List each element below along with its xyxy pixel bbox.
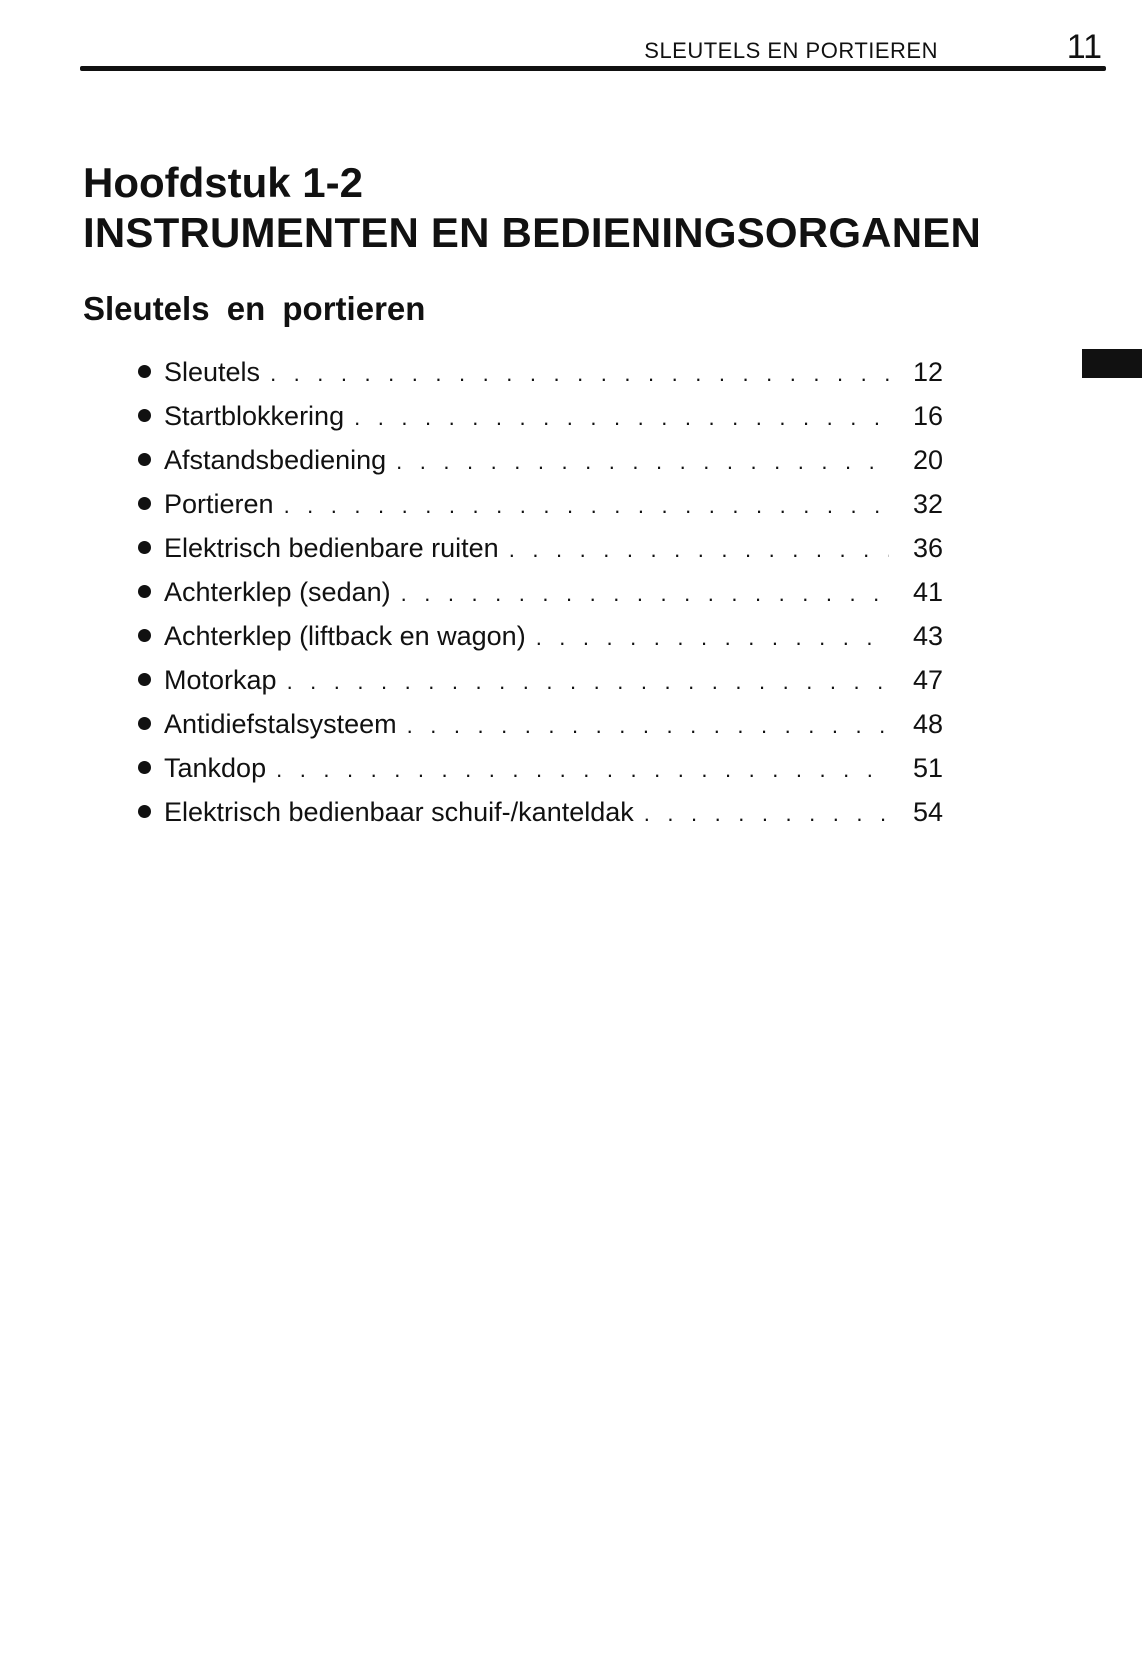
toc-item-afstandsbediening[interactable]: [138, 444, 943, 488]
dot-leader: [401, 578, 889, 610]
toc-label: Startblokkering: [164, 401, 345, 431]
bullet-icon: [138, 673, 151, 686]
toc-item-sleutels[interactable]: [138, 356, 943, 400]
dot-leader: [509, 534, 889, 566]
chapter-heading: [83, 158, 981, 258]
toc-label: Antidiefstalsysteem: [164, 709, 397, 739]
toc-item-elektrische-ruiten[interactable]: [138, 532, 943, 576]
toc-page-number: 32: [912, 489, 943, 519]
thumb-index-tab: [1082, 349, 1142, 378]
dot-leader: [396, 446, 889, 478]
bullet-icon: [138, 585, 151, 598]
toc-label: Portieren: [164, 489, 274, 519]
toc-page-number: 54: [912, 797, 943, 827]
section-heading: Sleutels en portieren: [83, 290, 426, 327]
toc-page-number: 12: [912, 357, 943, 387]
toc-item-motorkap[interactable]: [138, 664, 943, 708]
toc-label: Elektrisch bedienbare ruiten: [164, 533, 499, 563]
toc-item-tankdop[interactable]: [138, 752, 943, 796]
toc-page-number: 51: [912, 753, 943, 783]
dot-leader: [536, 622, 889, 654]
toc-label: Elektrisch bedienbaar schuif-/kanteldak: [164, 797, 634, 827]
chapter-label: Hoofdstuk 1-2: [83, 159, 364, 206]
toc-page-number: 36: [912, 533, 943, 563]
dot-leader: [270, 358, 889, 390]
toc-label: Achterklep (liftback en wagon): [164, 621, 526, 651]
bullet-icon: [138, 453, 151, 466]
toc-item-achterklep-liftback[interactable]: [138, 620, 943, 664]
toc-label: Achterklep (sedan): [164, 577, 391, 607]
toc-label: Motorkap: [164, 665, 277, 695]
toc-item-achterklep-sedan[interactable]: [138, 576, 943, 620]
toc-label: Tankdop: [164, 753, 267, 783]
table-of-contents: [138, 356, 943, 840]
bullet-icon: [138, 629, 151, 642]
dot-leader: [644, 798, 889, 830]
dot-leader: [407, 710, 889, 742]
bullet-icon: [138, 717, 151, 730]
toc-page-number: 48: [912, 709, 943, 739]
toc-label: Afstandsbediening: [164, 445, 387, 475]
toc-page-number: 20: [912, 445, 943, 475]
toc-page-number: 47: [912, 665, 943, 695]
toc-item-schuifdak[interactable]: [138, 796, 943, 840]
bullet-icon: [138, 761, 151, 774]
toc-label: Sleutels: [164, 357, 261, 387]
dot-leader: [354, 402, 889, 434]
chapter-title: INSTRUMENTEN EN BEDIENINGSORGANEN: [83, 209, 981, 256]
dot-leader: [287, 666, 889, 698]
bullet-icon: [138, 497, 151, 510]
page-number: 11: [1066, 28, 1102, 66]
running-title: SLEUTELS EN PORTIEREN: [644, 38, 938, 63]
bullet-icon: [138, 541, 151, 554]
toc-page-number: 43: [912, 621, 943, 651]
toc-page-number: 16: [912, 401, 943, 431]
toc-page-number: 41: [912, 577, 943, 607]
dot-leader: [276, 754, 889, 786]
dot-leader: [284, 490, 889, 522]
header-rule: [80, 66, 1106, 71]
toc-item-antidiefstalsysteem[interactable]: [138, 708, 943, 752]
bullet-icon: [138, 805, 151, 818]
bullet-icon: [138, 365, 151, 378]
bullet-icon: [138, 409, 151, 422]
toc-item-startblokkering[interactable]: [138, 400, 943, 444]
toc-item-portieren[interactable]: [138, 488, 943, 532]
